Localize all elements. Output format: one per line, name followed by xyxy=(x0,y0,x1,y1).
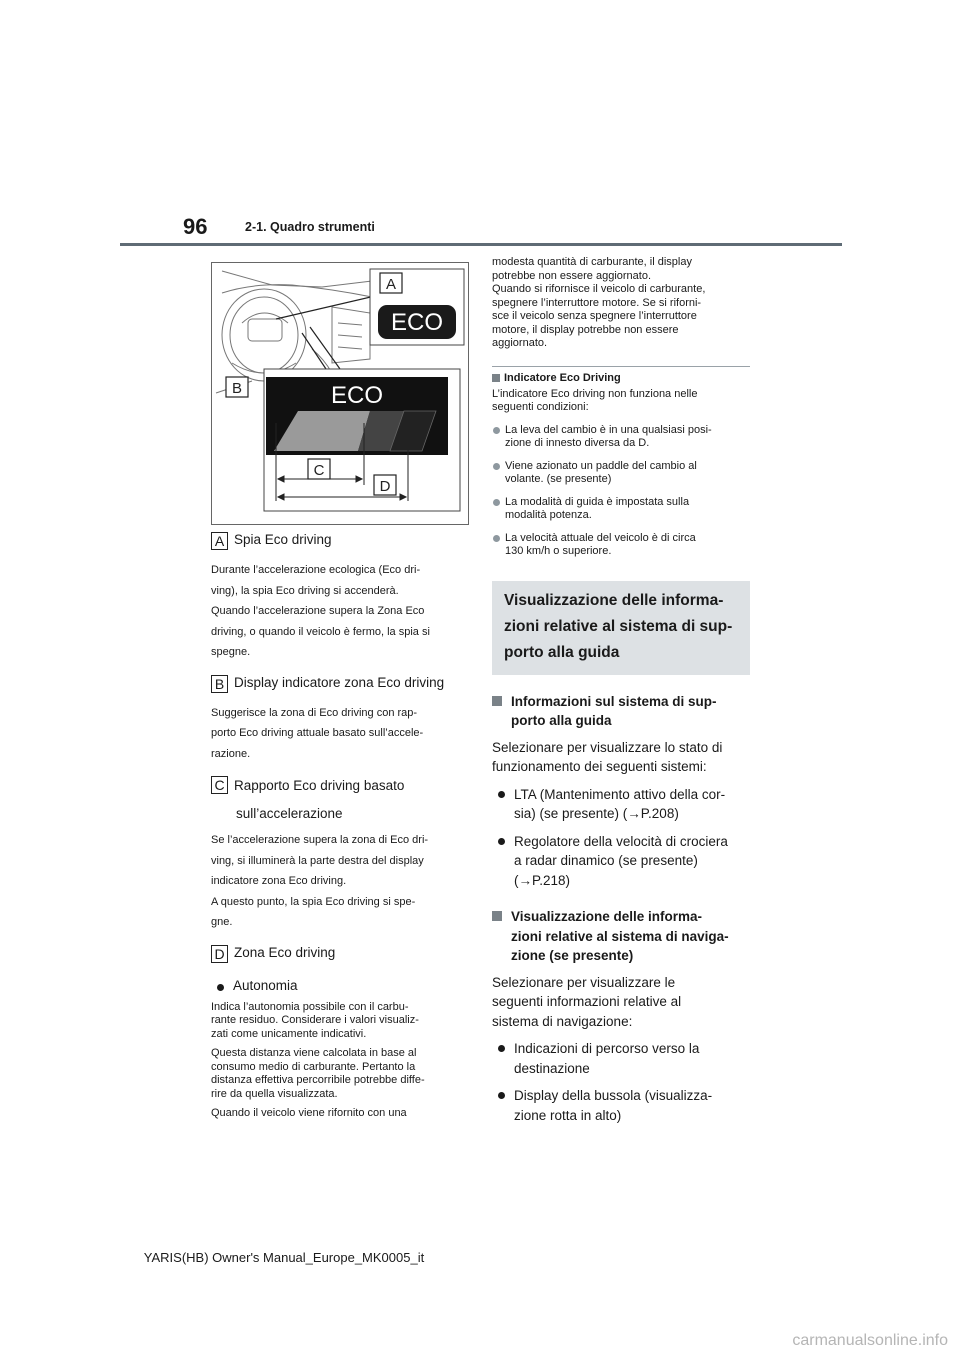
text-line: Indica l’autonomia possibile con il carbu- xyxy=(211,1000,409,1013)
square-marker xyxy=(492,374,500,382)
desc-line: Durante l’accelerazione ecologica (Eco dri- xyxy=(211,564,421,576)
callout-letter-b: B xyxy=(231,380,243,397)
autonomia-paragraph xyxy=(211,1047,467,1101)
autonomia-paragraph xyxy=(211,1107,467,1121)
text-line: sce il veicolo senza spegnere l’interruttore xyxy=(492,310,697,322)
desc-line: driving, o quando il veicolo è fermo, la spia si xyxy=(211,625,430,638)
text-line: modesta quantità di carburante, il display xyxy=(492,256,692,268)
intro-continuation xyxy=(492,256,750,351)
callout-letter-d: D xyxy=(379,478,391,495)
text-line: destinazione xyxy=(514,1060,590,1076)
autonomia-bullet xyxy=(211,978,467,993)
text-line: modalità potenza. xyxy=(505,509,592,521)
text-line: sia) (se presente) (→P.208) xyxy=(514,806,679,821)
callout-letter: C xyxy=(211,776,228,794)
text-line: potrebbe non essere aggiornato. xyxy=(492,269,652,282)
callout-title-line: Rapporto Eco driving basato xyxy=(234,778,405,793)
callout-title: Spia Eco driving xyxy=(234,532,332,547)
circle-bullet xyxy=(493,499,500,506)
section-heading-box xyxy=(492,581,750,675)
nav-info-heading xyxy=(492,907,750,966)
heading-line: porto alla guida xyxy=(511,713,612,728)
bullet-dot xyxy=(498,838,505,845)
text-line: funzionamento dei seguenti sistemi: xyxy=(492,759,707,774)
dashboard-illustration xyxy=(212,263,468,524)
nav-item xyxy=(492,1086,750,1125)
text-line: Questa distanza viene calcolata in base al xyxy=(211,1047,417,1059)
text-line: Regolatore della velocità di crociera xyxy=(514,833,728,849)
text-line: 130 km/h o superiore. xyxy=(505,545,612,557)
support-item xyxy=(492,832,750,891)
heading-text: Indicatore Eco Driving xyxy=(504,371,621,384)
desc-line: Quando l’accelerazione supera la Zona Eco xyxy=(211,605,425,617)
callout-title xyxy=(234,772,404,828)
header-rule xyxy=(120,243,842,246)
circle-bullet xyxy=(493,463,500,470)
callout-letter: A xyxy=(211,532,228,550)
text-line: rante residuo. Considerare i valori visualiz- xyxy=(211,1014,419,1026)
eco-lamp-label: ECO xyxy=(390,309,444,336)
support-info-body xyxy=(492,738,750,777)
callout-letter-a: A xyxy=(385,276,397,293)
heading-line: Informazioni sul sistema di sup- xyxy=(511,693,717,709)
text-line: sistema di navigazione: xyxy=(492,1013,633,1029)
footer-text: YARIS(HB) Owner's Manual_Europe_MK0005_it xyxy=(143,1250,425,1265)
callout-a xyxy=(211,532,467,552)
text-line: Quando si rifornisce il veicolo di carburante, xyxy=(492,283,706,295)
text-line: Viene azionato un paddle del cambio al xyxy=(505,459,697,472)
eco-indicator-heading xyxy=(492,372,750,384)
callout-letter: D xyxy=(211,945,228,963)
nav-info-body xyxy=(492,973,750,1032)
page-footer xyxy=(0,1250,960,1265)
text-line: La leva del cambio è in una qualsiasi posi- xyxy=(505,423,712,436)
heading-line: Visualizzazione delle informa- xyxy=(504,591,724,609)
callout-c xyxy=(211,776,467,828)
text-line: seguenti informazioni relative al xyxy=(492,994,682,1009)
square-marker xyxy=(492,911,502,921)
autonomia-paragraph xyxy=(211,1001,467,1042)
desc-line: razione. xyxy=(211,747,251,760)
desc-line: gne. xyxy=(211,916,233,928)
support-info-heading xyxy=(492,692,750,731)
eco-driving-figure xyxy=(211,262,469,525)
text-line: La modalità di guida è impostata sulla xyxy=(505,495,690,508)
heading-line: porto alla guida xyxy=(504,643,620,661)
heading-line: zioni relative al sistema di sup- xyxy=(504,617,733,635)
condition-item xyxy=(492,460,750,487)
callout-d xyxy=(211,945,467,965)
callout-title: Display indicatore zona Eco driving xyxy=(234,674,445,690)
text-line: distanza effettiva percorribile potrebbe diffe- xyxy=(211,1074,425,1086)
section-title: 2-1. Quadro strumenti xyxy=(245,220,375,234)
zone-display-eco-label: ECO xyxy=(330,382,384,409)
circle-bullet xyxy=(493,427,500,434)
callout-c-desc xyxy=(211,830,467,933)
text-line: aggiornato. xyxy=(492,337,548,349)
condition-item xyxy=(492,496,750,523)
text-line: L’indicatore Eco driving non funziona nelle xyxy=(492,387,698,400)
heading-line: Visualizzazione delle informa- xyxy=(511,909,703,924)
text-line: Indicazioni di percorso verso la xyxy=(514,1041,700,1056)
right-column xyxy=(492,256,750,1125)
text-line: Selezionare per visualizzare le xyxy=(492,974,676,990)
square-marker xyxy=(492,696,502,706)
text-line: zione rotta in alto) xyxy=(514,1107,622,1123)
bullet-dot xyxy=(217,984,224,991)
text-line: zati come unicamente indicativi. xyxy=(211,1027,367,1040)
left-column xyxy=(211,532,467,1127)
text-line: Display della bussola (visualizza- xyxy=(514,1088,713,1103)
heading-line: zioni relative al sistema di naviga- xyxy=(511,928,729,944)
desc-line: A questo punto, la spia Eco driving si spe- xyxy=(211,895,416,908)
condition-item xyxy=(492,532,750,559)
bullet-dot xyxy=(498,1092,505,1099)
desc-line: porto Eco driving attuale basato sull’accele- xyxy=(211,727,424,739)
support-item xyxy=(492,785,750,824)
text-line: La velocità attuale del veicolo è di circa xyxy=(505,531,696,544)
watermark: carmanualsonline.info xyxy=(792,1332,948,1349)
callout-b-desc xyxy=(211,703,467,765)
text-line: LTA (Mantenimento attivo della cor- xyxy=(514,786,726,802)
desc-line: indicatore zona Eco driving. xyxy=(211,875,347,887)
text-line: Selezionare per visualizzare lo stato di xyxy=(492,739,723,755)
section-divider xyxy=(492,366,750,367)
bullet-dot xyxy=(498,791,505,798)
text-line: spegnere l’interruttore motore. Se si riforni- xyxy=(492,296,702,309)
nav-item xyxy=(492,1039,750,1078)
desc-line: ving, si illuminerà la parte destra del display xyxy=(211,854,424,867)
text-line: a radar dinamico (se presente) xyxy=(514,853,698,868)
autonomia-title: Autonomia xyxy=(233,977,298,993)
text-line: rire da quella visualizzata. xyxy=(211,1087,338,1100)
text-line: Quando il veicolo viene rifornito con una xyxy=(211,1107,407,1119)
callout-letter-c: C xyxy=(313,462,325,479)
condition-item xyxy=(492,424,750,451)
text-line: zione di innesto diversa da D. xyxy=(505,437,650,449)
callout-title: Zona Eco driving xyxy=(234,944,336,960)
callout-letter: B xyxy=(211,675,228,693)
desc-line: Se l’accelerazione supera la zona di Eco dri- xyxy=(211,834,429,846)
text-line: consumo medio di carburante. Pertanto la xyxy=(211,1060,416,1073)
page-number: 96 xyxy=(183,214,208,239)
text-line: (→P.218) xyxy=(514,872,571,888)
callout-title-line: sull’accelerazione xyxy=(236,806,343,821)
circle-bullet xyxy=(493,535,500,542)
callout-b xyxy=(211,675,467,695)
text-line: motore, il display potrebbe non essere xyxy=(492,323,679,336)
autonomia-text xyxy=(211,1001,467,1121)
bullet-dot xyxy=(498,1045,505,1052)
callout-a-desc xyxy=(211,560,467,663)
text-line: seguenti condizioni: xyxy=(492,401,589,413)
heading-line: zione (se presente) xyxy=(511,948,634,963)
desc-line: spegne. xyxy=(211,646,251,658)
desc-line: ving), la spia Eco driving si accenderà. xyxy=(211,584,399,597)
text-line: volante. (se presente) xyxy=(505,473,612,485)
eco-indicator-desc xyxy=(492,388,750,415)
desc-line: Suggerisce la zona di Eco driving con rap- xyxy=(211,706,418,719)
